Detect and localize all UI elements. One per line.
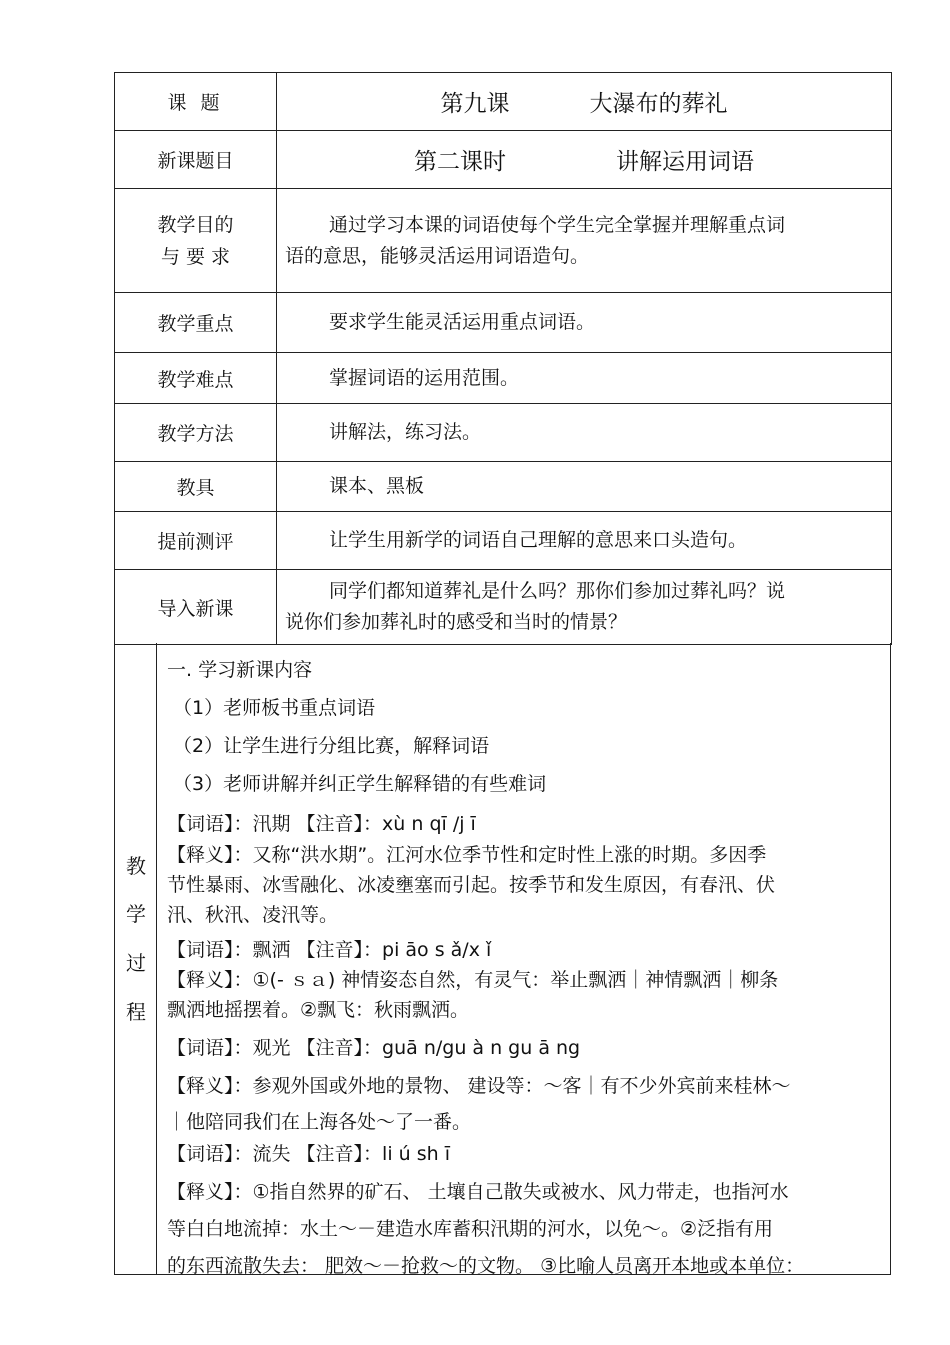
key-point-text [277, 293, 892, 353]
definition-2-line-2: 飘洒地摇摆着。②飘飞：秋雨飘洒。 [167, 999, 470, 1021]
row-intro [115, 570, 892, 645]
word-entry-1: 【词语】：汛期 【注音】：xù n qī /j ī [167, 813, 476, 835]
tools-label: 教具 [115, 462, 277, 512]
word-entry-3: 【词语】：观光 【注音】：guā n/gu à n gu ā ng [167, 1037, 581, 1059]
tools-text [277, 462, 892, 512]
pre-test-text [277, 512, 892, 570]
process-label-char-2: 学 [126, 902, 146, 926]
row-method [115, 404, 892, 462]
row-topic [115, 73, 892, 131]
definition-4-line-3: 的东西流散失去： 肥效～－抢救～的文物。 ③比喻人员离开本地或本单位： [167, 1255, 805, 1277]
method-label: 教学方法 [115, 404, 277, 462]
goal-text [277, 189, 892, 293]
intro-text [277, 570, 892, 645]
topic-value [277, 73, 892, 131]
definition-3-line-2: ｜他陪同我们在上海各处～了一番。 [167, 1111, 472, 1133]
key-point-label: 教学重点 [115, 293, 277, 353]
process-label-char-4: 程 [126, 1000, 146, 1024]
new-title-value [277, 131, 892, 189]
method-text [277, 404, 892, 462]
process-heading: 一. 学习新课内容 [167, 659, 313, 681]
teaching-process-section [114, 643, 891, 1275]
intro-text-line-2: 说你们参加葬礼时的感受和当时的情景？ [285, 611, 628, 633]
topic-label: 课 题 [115, 73, 277, 131]
intro-label: 导入新课 [115, 570, 277, 645]
row-new-title [115, 131, 892, 189]
goal-label-line-1: 教学目的 [157, 213, 234, 236]
process-label-char-3: 过 [126, 951, 146, 975]
lesson-plan-table [114, 72, 892, 645]
process-label [115, 643, 157, 1274]
goal-label [115, 189, 277, 293]
row-key-point [115, 293, 892, 353]
word-entry-4: 【词语】：流失 【注音】：li ú sh ī [167, 1143, 450, 1165]
process-label-char-1: 教 [126, 854, 146, 878]
process-step-1: （1）老师板书重点词语 [173, 697, 376, 719]
intro-text-line-1: 同学们都知道葬礼是什么吗？那你们参加过葬礼吗？说 [329, 580, 786, 602]
row-pre-test [115, 512, 892, 570]
tools-value: 课本、黑板 [329, 475, 425, 497]
row-tools [115, 462, 892, 512]
goal-text-line-1: 通过学习本课的词语使每个学生完全掌握并理解重点词 [329, 213, 786, 236]
definition-1-line-3: 汛、秋汛、凌汛等。 [167, 904, 339, 926]
lesson-title: 大瀑布的葬礼 [589, 91, 728, 117]
definition-1-line-2: 节性暴雨、冰雪融化、冰凌壅塞而引起。按季节和发生原因，有春汛、伏 [167, 874, 776, 896]
period-name: 第二课时 [414, 149, 506, 175]
key-point-value: 要求学生能灵活运用重点词语。 [329, 311, 596, 333]
definition-4-line-2: 等白白地流掉：水土～－建造水库蓄积汛期的河水，以免～。②泛指有用 [167, 1218, 774, 1240]
difficulty-value: 掌握词语的运用范围。 [329, 366, 520, 389]
process-step-2: （2）让学生进行分组比赛，解释词语 [173, 735, 490, 757]
process-step-3: （3）老师讲解并纠正学生解释错的有些难词 [173, 773, 547, 795]
row-difficulty [115, 353, 892, 404]
period-title: 讲解运用词语 [616, 149, 754, 175]
new-title-label: 新课题目 [115, 131, 277, 189]
pre-test-value: 让学生用新学的词语自己理解的意思来口头造句。 [329, 529, 748, 551]
word-entry-2: 【词语】：飘洒 【注音】：pi āo s ǎ/x ǐ [167, 939, 492, 961]
goal-label-line-2: 与 要 求 [160, 245, 231, 268]
difficulty-label: 教学难点 [115, 353, 277, 404]
definition-2-line-1: 【释义】：①(- ｓａ) 神情姿态自然，有灵气：举止飘洒｜神情飘洒｜柳条 [167, 969, 779, 991]
goal-text-line-2: 语的意思，能够灵活运用词语造句。 [285, 244, 590, 267]
definition-3-line-1: 【释义】：参观外国或外地的景物、 建设等：～客｜有不少外宾前来桂林～ [167, 1075, 791, 1097]
method-value: 讲解法，练习法。 [329, 421, 482, 443]
definition-1-line-1: 【释义】：又称“洪水期”。江河水位季节性和定时性上涨的时期。多因季 [167, 844, 767, 866]
row-goal [115, 189, 892, 293]
lesson-number: 第九课 [440, 91, 510, 117]
pre-test-label: 提前测评 [115, 512, 277, 570]
difficulty-text [277, 353, 892, 404]
definition-4-line-1: 【释义】：①指自然界的矿石、 土壤自己散失或被水、风力带走，也指河水 [167, 1181, 789, 1203]
